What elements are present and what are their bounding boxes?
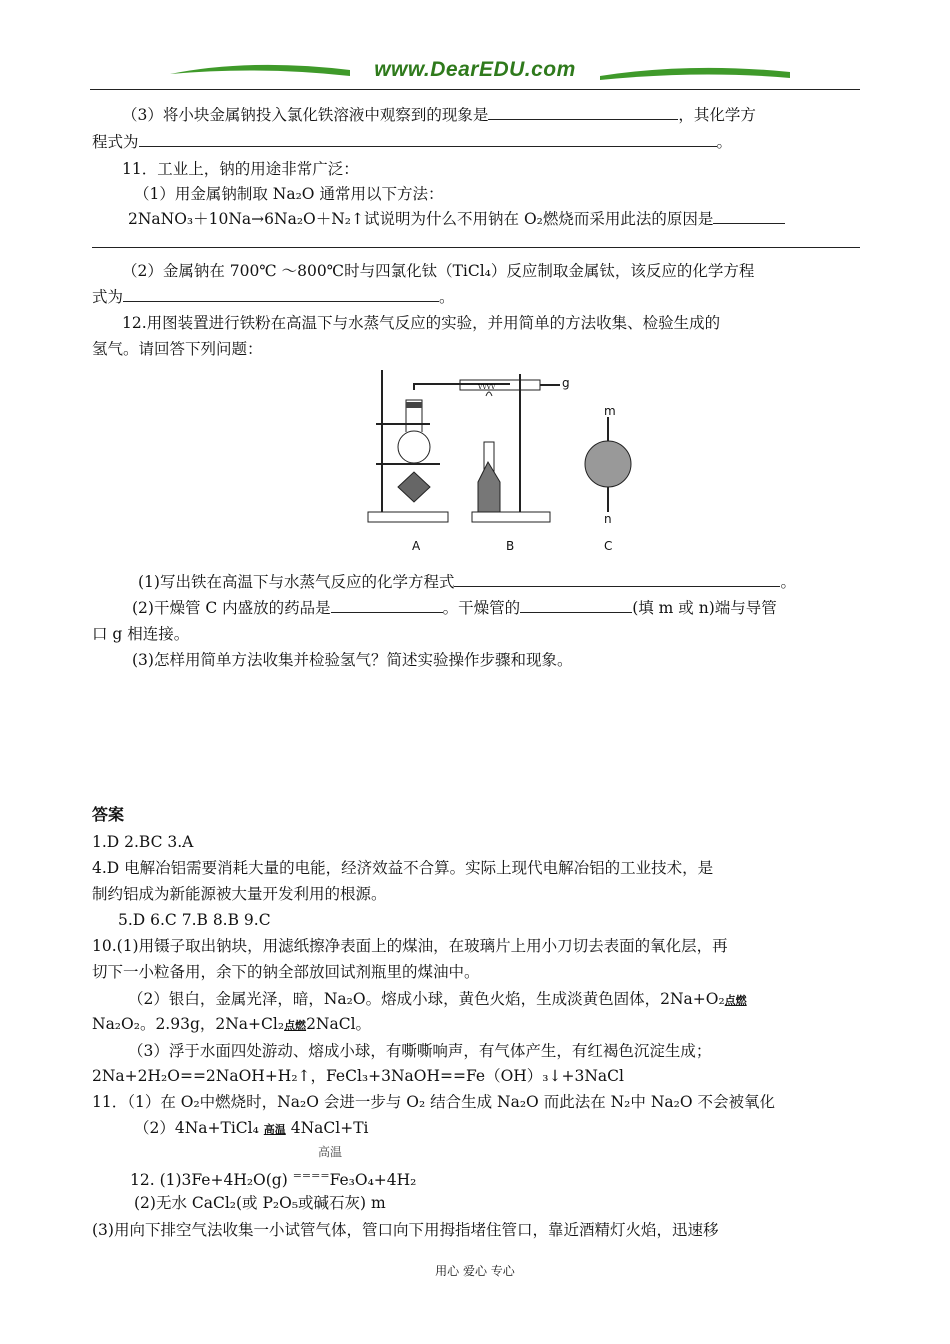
q11-answer-blank-tail — [680, 233, 760, 253]
apparatus-drawing — [360, 362, 650, 562]
q10-3-line1: （3）将小块金属钠投入氯化铁溶液中观察到的现象是 ，其化学方 — [122, 106, 756, 124]
condition-ignite-2: 点燃 — [284, 1019, 307, 1032]
label-B: B — [506, 539, 515, 553]
answer-10-2-line2: Na₂O₂。2.93g，2Na+Cl₂点燃2NaCl。 — [92, 1015, 372, 1033]
q12-part1: (1)写出铁在高温下与水蒸气反应的化学方程式 。 — [138, 573, 796, 591]
q12-part2-line1: (2)干燥管 C 内盛放的药品是 。干燥管的 (填 m 或 n)端与导管 — [132, 599, 777, 617]
label-m: m — [604, 404, 616, 418]
page-footer: 用心 爱心 专心 — [435, 1264, 515, 1278]
q11-equation: 2NaNO₃＋10Na→6Na₂O＋N₂↑试说明为什么不用钠在 O₂燃烧而采用此法的原因是 — [128, 209, 785, 229]
answer-10-line1: 10.(1)用镊子取出钠块，用滤纸擦净表面上的煤油，在玻璃片上用小刀切去表面的氧化层，再 — [92, 937, 728, 955]
q12-part2-line2: 口 g 相连接。 — [92, 625, 190, 643]
answer-11-line1: 11．（1）在 O₂中燃烧时，Na₂O 会进一步与 O₂ 结合生成 Na₂O 而此法在 N₂中 Na₂O 不会被氧化 — [92, 1093, 775, 1111]
answer-12-line3: (3)用向下排空气法收集一小试管气体，管口向下用拇指堵住管口，靠近酒精灯火焰，迅速移 — [92, 1221, 719, 1239]
condition-high-temp: 高温 — [263, 1123, 286, 1136]
q10-3-line2: 程式为 。 — [92, 133, 733, 151]
answers-title: 答案 — [92, 807, 125, 824]
site-logo[interactable]: www.DearEDU.com — [374, 58, 576, 81]
q11-part1: （1）用金属钠制取 Na₂O 通常用以下方法： — [134, 185, 444, 203]
answer-4-line2: 制约铝成为新能源被大量开发利用的根源。 — [92, 885, 387, 903]
header-rule — [90, 89, 860, 90]
header-banner — [90, 52, 860, 92]
answer-10-2-line1: （2）银白，金属光泽，暗，Na₂O。熔成小球，黄色火焰，生成淡黄色固体，2Na+O₂点燃 — [128, 990, 747, 1008]
q11-part2-line2: 式为 。 — [92, 288, 455, 306]
label-g: g — [562, 376, 570, 390]
q12-part3: (3)怎样用简单方法收集并检验氢气？简述实验操作步骤和现象。 — [132, 651, 573, 669]
q12-line1: 12.用图装置进行铁粉在高温下与水蒸气反应的实验，并用简单的方法收集、检验生成的 — [122, 314, 721, 332]
q12-line2: 氢气。请回答下列问题： — [92, 340, 263, 358]
condition-high-temp-above: 高温 — [318, 1145, 343, 1159]
label-n: n — [604, 512, 612, 526]
label-A: A — [412, 539, 421, 553]
q11-part2-line1: （2）金属钠在 700℃ ～800℃时与四氯化钛（TiCl₄）反应制取金属钛，该反应的化学方程 — [122, 262, 755, 280]
answer-10-3-line2: 2Na+2H₂O==2NaOH+H₂↑，FeCl₃+3NaOH==Fe（OH）₃↓+3NaCl — [92, 1067, 624, 1085]
answer-12-line2: (2)无水 CaCl₂(或 P₂O₅或碱石灰) m — [134, 1194, 386, 1212]
answer-12-line1: 12. (1)3Fe+4H₂O(g) ====Fe₃O₄+4H₂ — [130, 1169, 417, 1189]
answer-10-3-line1: （3）浮于水面四处游动、熔成小球，有嘶嘶响声，有气体产生，有红褐色沉淀生成； — [128, 1042, 712, 1060]
answer-5-9: 5.D 6.C 7.B 8.B 9.C — [118, 911, 271, 929]
q11-title: 11．工业上，钠的用途非常广泛： — [122, 160, 359, 178]
answer-4-line1: 4.D 电解冶铝需要消耗大量的电能，经济效益不合算。实际上现代电解冶铝的工业技术，是 — [92, 859, 714, 877]
answer-10-line2: 切下一小粒备用，余下的钠全部放回试剂瓶里的煤油中。 — [92, 963, 480, 981]
answer-1-3: 1.D 2.BC 3.A — [92, 833, 194, 851]
answer-11-line2: （2）4Na+TiCl₄ 高温 4NaCl+Ti — [134, 1119, 369, 1137]
label-C: C — [604, 539, 613, 553]
apparatus-figure — [360, 362, 650, 562]
condition-ignite: 点燃 — [724, 994, 747, 1007]
svg-text:VVVV: VVVV — [478, 384, 496, 391]
